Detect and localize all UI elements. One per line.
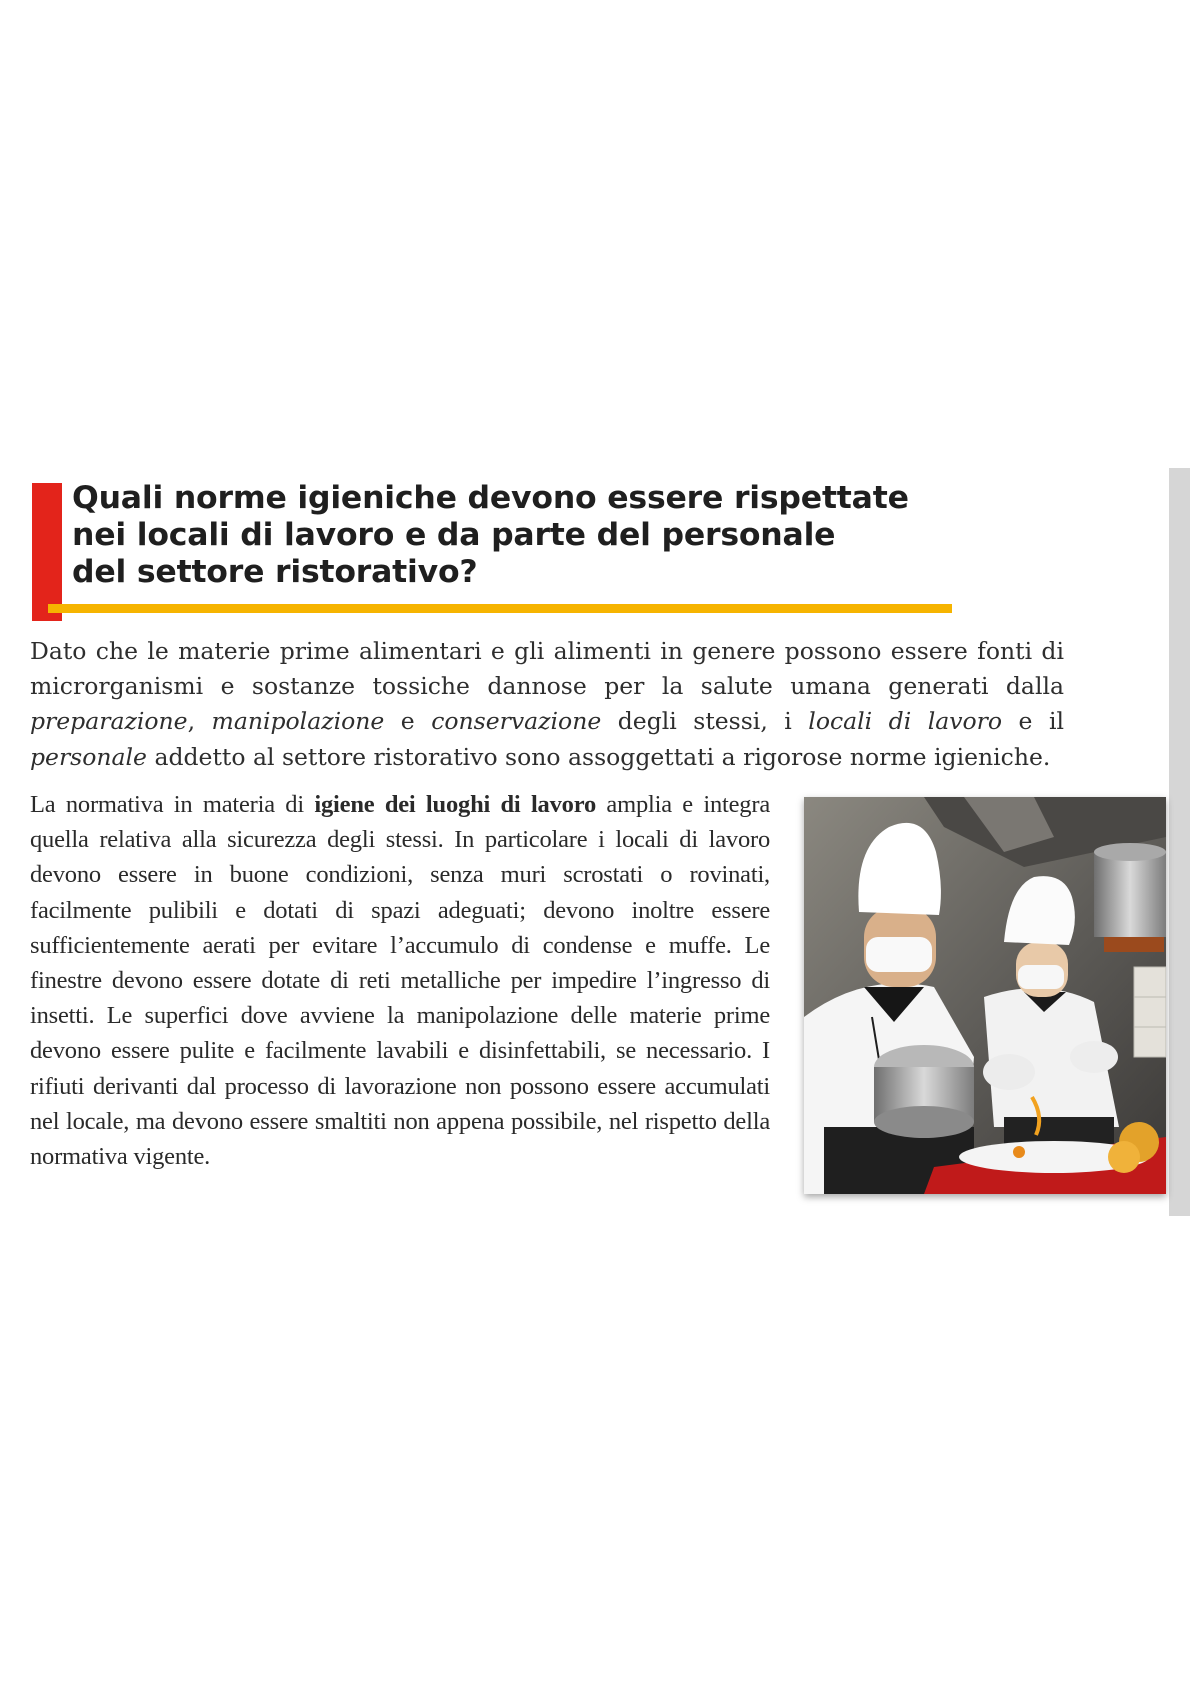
intro-term-manipolazione: manipolazione: [211, 707, 385, 736]
chefs-kitchen-photo: [804, 797, 1166, 1194]
intro-term-locali: locali di lavoro: [808, 707, 1003, 736]
body-key-term: igiene dei luoghi di lavoro: [314, 791, 596, 818]
intro-text-1: Dato che le materie prime alimentari e gli alimenti in genere possono essere fonti di microrganismi e sostanze tossiche dannose per la salute umana generati dalla: [30, 637, 1064, 701]
heading-line-1: Quali norme igieniche devono essere rispettate: [72, 480, 909, 516]
intro-term-conservazione: conservazione: [431, 707, 602, 736]
body-paragraph: [30, 787, 770, 1174]
page-edge-strip: [1169, 468, 1190, 1216]
intro-paragraph: [30, 634, 1064, 775]
section-heading: [72, 480, 972, 591]
heading-line-3: del settore ristorativo?: [72, 554, 478, 590]
body-text-2: amplia e integra quella relativa alla sicurezza degli stessi. In particolare i locali di lavoro devono essere in buone condizioni, senza muri scrostati o rovinati, facilmente pulibili e dotati di spazi adeguati; devono inoltre essere sufficientemente aerati per evitare l’accumulo di condense e muffe. Le finestre devono essere dotate di reti metalliche per impedire l’ingresso di insetti. Le superfici dove avviene la manipolazione delle materie prime devono essere pulite e facilmente lavabili e disinfettabili, se necessario. I rifiuti derivanti dal processo di lavorazione non possono essere accumulati nel locale, ma devono essere smaltiti non appena possibile, nel rispetto della normativa vigente.: [30, 791, 770, 1171]
body-text-1: La normativa in materia di: [30, 791, 315, 818]
heading-accent-bar: [32, 483, 62, 621]
intro-text-3: e: [384, 707, 432, 736]
intro-text-4: degli stessi, i: [601, 707, 809, 736]
intro-text-5: e il: [1002, 707, 1064, 736]
intro-term-preparazione: preparazione: [30, 707, 188, 736]
intro-text-6: addetto al settore ristorativo sono assoggettati a rigorose norme igieniche.: [146, 742, 1051, 771]
heading-underline: [48, 604, 952, 613]
heading-line-2: nei locali di lavoro e da parte del personale: [72, 517, 836, 553]
intro-term-personale: personale: [30, 742, 147, 771]
intro-text-2: ,: [187, 707, 212, 736]
